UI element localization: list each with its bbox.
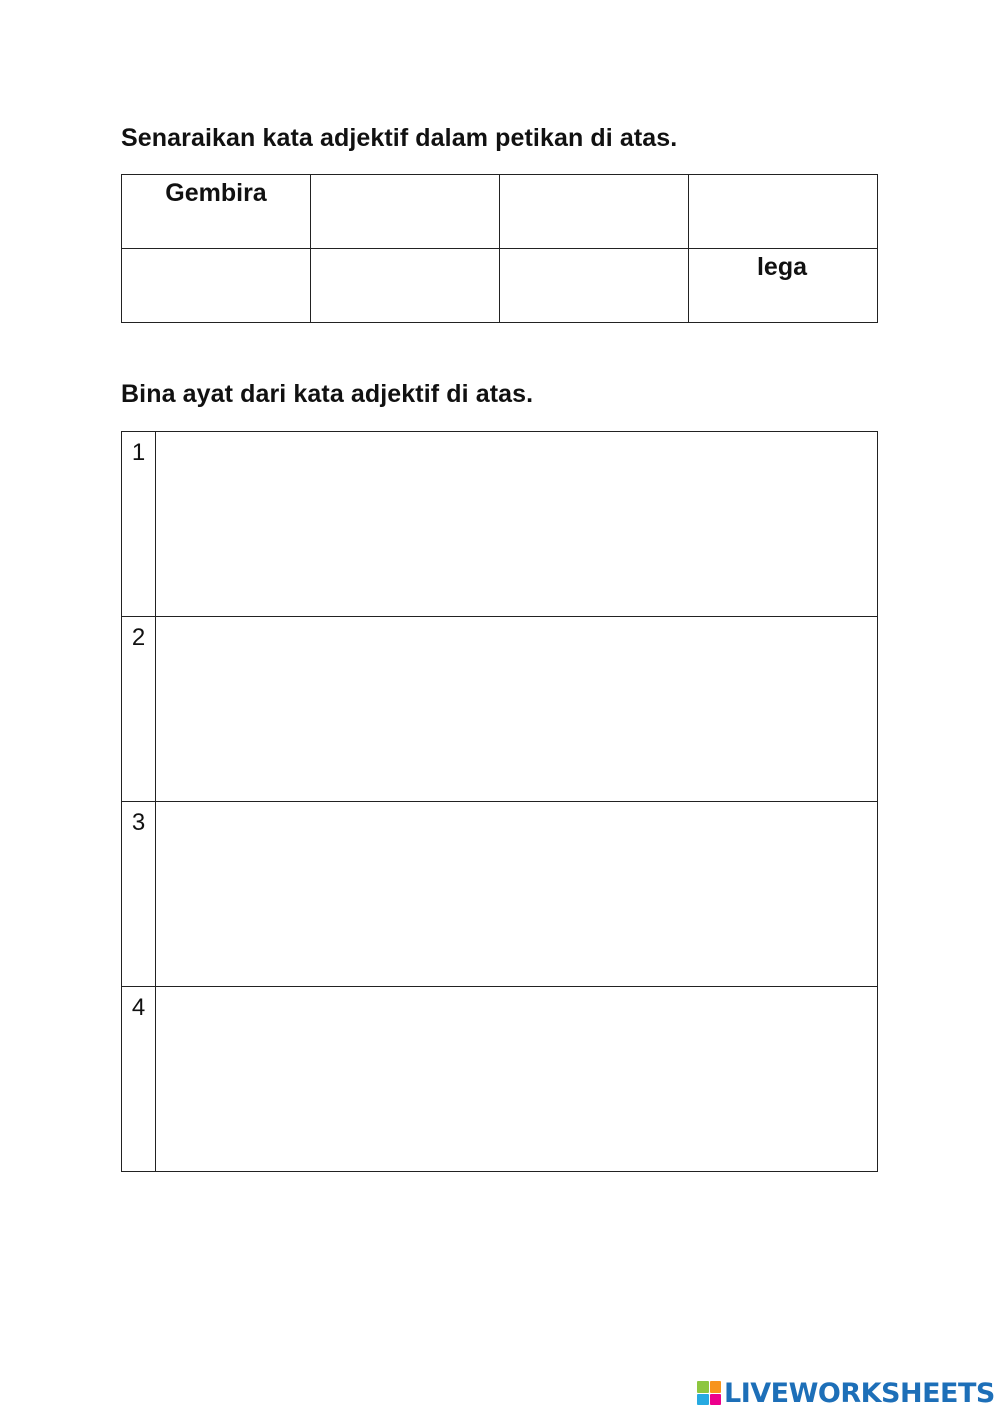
adjective-cell[interactable] (689, 175, 878, 249)
adjective-cell[interactable] (689, 249, 878, 323)
brand-name: LIVEWORKSHEETS (724, 1377, 995, 1409)
sentence-answer[interactable] (156, 987, 877, 1171)
adjective-answer[interactable] (122, 249, 310, 322)
logo-square (710, 1381, 722, 1393)
adjective-answer[interactable] (311, 249, 499, 322)
liveworksheets-logo-icon (697, 1381, 721, 1405)
row-number: 2 (122, 617, 156, 802)
adjective-table (121, 174, 878, 323)
sentence-cell[interactable] (156, 617, 878, 802)
adjective-answer[interactable] (689, 175, 877, 248)
row-number: 4 (122, 987, 156, 1172)
logo-square (697, 1381, 709, 1393)
sentence-answer[interactable] (156, 802, 877, 986)
adjective-answer[interactable] (311, 175, 499, 248)
adjective-row (122, 249, 878, 323)
sentence-table (121, 431, 878, 1172)
adjective-cell[interactable] (311, 175, 500, 249)
sentence-row (122, 432, 878, 617)
adjective-answer[interactable] (500, 175, 688, 248)
logo-square (697, 1394, 709, 1406)
sentence-cell[interactable] (156, 802, 878, 987)
sentence-row (122, 802, 878, 987)
adjective-cell[interactable] (500, 175, 689, 249)
logo-square (710, 1394, 722, 1406)
adjective-answer[interactable]: lega (756, 253, 808, 281)
adjective-cell[interactable] (311, 249, 500, 323)
adjective-answer[interactable]: Gembira (165, 179, 267, 207)
adjective-cell[interactable] (122, 249, 311, 323)
sentence-row (122, 617, 878, 802)
sentence-cell[interactable] (156, 987, 878, 1172)
liveworksheets-logo (697, 1378, 995, 1408)
row-number: 3 (122, 802, 156, 987)
adjective-answer[interactable] (500, 249, 688, 322)
row-number: 1 (122, 432, 156, 617)
instruction-heading-list: Senaraikan kata adjektif dalam petikan di atas. (121, 124, 678, 152)
sentence-cell[interactable] (156, 432, 878, 617)
sentence-answer[interactable] (156, 617, 877, 801)
sentence-row (122, 987, 878, 1172)
adjective-cell[interactable] (500, 249, 689, 323)
adjective-row (122, 175, 878, 249)
adjective-cell[interactable] (122, 175, 311, 249)
sentence-answer[interactable] (156, 432, 877, 616)
instruction-heading-sentences: Bina ayat dari kata adjektif di atas. (121, 380, 534, 408)
